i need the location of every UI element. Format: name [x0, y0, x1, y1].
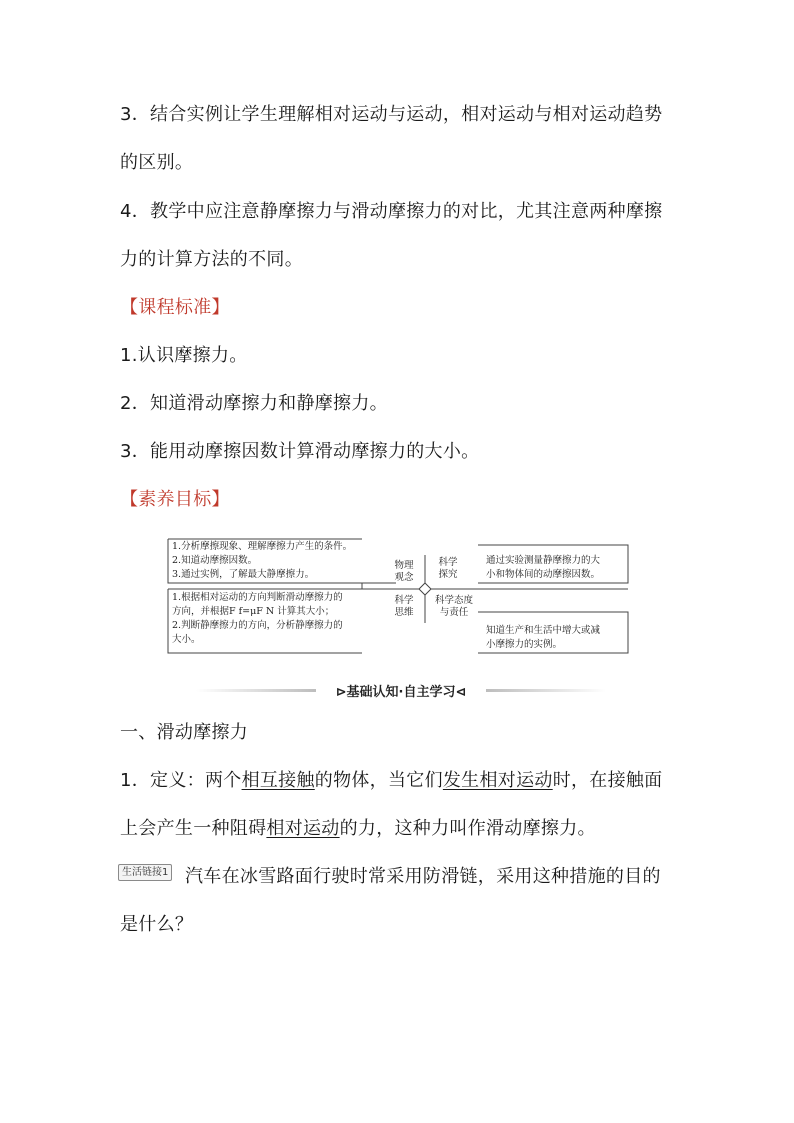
course-standard-item-2: 2．知道滑动摩擦力和静摩擦力。 — [120, 393, 388, 414]
paragraph-3-line-2: 的区别。 — [120, 152, 194, 173]
paragraph-4-line-1: 4．教学中应注意静摩擦力与滑动摩擦力的对比，尤其注意两种摩擦 — [120, 201, 663, 222]
banner-left-bar — [196, 689, 316, 692]
diagram-quadrant-scientific-inquiry: 科学 探究 — [438, 557, 458, 580]
diagram-bottom-left-3: 2.判断静摩擦力的方向，分析静摩擦力的 — [172, 620, 343, 631]
life-link-badge: 生活链接1 — [118, 864, 172, 881]
banner-left-arrow-icon: ⊳ — [335, 685, 347, 700]
paragraph-4-line-2: 力的计算方法的不同。 — [120, 249, 303, 270]
diagram-top-left-3: 3.通过实例，了解最大静摩擦力。 — [172, 569, 315, 580]
life-link-question-line-1: 汽车在冰雪路面行驶时常采用防滑链，采用这种措施的目的 — [185, 866, 661, 887]
life-link-question-line-2: 是什么？ — [120, 914, 194, 935]
diagram-bottom-left-1: 1.根据相对运动的方向判断滑动摩擦力的 — [172, 592, 343, 603]
diagram-bottom-right-1: 知道生产和生活中增大或减 — [486, 625, 601, 636]
banner-title: ⊳基础认知·自主学习⊲ — [335, 685, 467, 700]
diagram-top-left-2: 2.知道动摩擦因数。 — [172, 555, 258, 566]
diagram-quadrant-attitude-responsibility: 科学态度 与责任 — [434, 595, 473, 618]
diagram-quadrant-scientific-thinking: 科学 思维 — [394, 595, 414, 618]
diagram-bottom-right-2: 小摩擦力的实例。 — [486, 639, 563, 650]
literacy-goals-heading: 【素养目标】 — [120, 489, 230, 510]
literacy-goals-diagram — [166, 537, 630, 657]
course-standard-item-3: 3．能用动摩擦因数计算滑动摩擦力的大小。 — [120, 441, 480, 462]
diagram-top-right-2: 小和物体间的动摩擦因数。 — [486, 569, 601, 580]
definition-line-2: 上会产生一种阻碍相对运动的力，这种力叫作滑动摩擦力。 — [120, 818, 596, 839]
paragraph-3-line-1: 3．结合实例让学生理解相对运动与运动，相对运动与相对运动趋势 — [120, 104, 663, 125]
definition-line-1: 1．定义：两个相互接触的物体，当它们发生相对运动时，在接触面 — [120, 770, 663, 791]
diagram-top-right-1: 通过实验测量静摩擦力的大 — [486, 555, 601, 566]
diagram-bottom-left-4: 大小。 — [172, 634, 201, 645]
diagram-quadrant-physics-concept: 物理 观念 — [394, 560, 414, 583]
course-standard-item-1: 1.认识摩擦力。 — [120, 345, 248, 366]
diagram-top-left-1: 1.分析摩擦现象、理解摩擦力产生的条件。 — [172, 541, 353, 552]
course-standard-heading: 【课程标准】 — [120, 297, 230, 318]
section-1-title: 一、滑动摩擦力 — [120, 722, 249, 743]
banner-right-bar — [486, 689, 606, 692]
diagram-bottom-left-2: 方向，并根据F f=μF N 计算其大小； — [172, 606, 335, 617]
banner-right-arrow-icon: ⊲ — [455, 685, 467, 700]
section-banner — [196, 680, 606, 700]
